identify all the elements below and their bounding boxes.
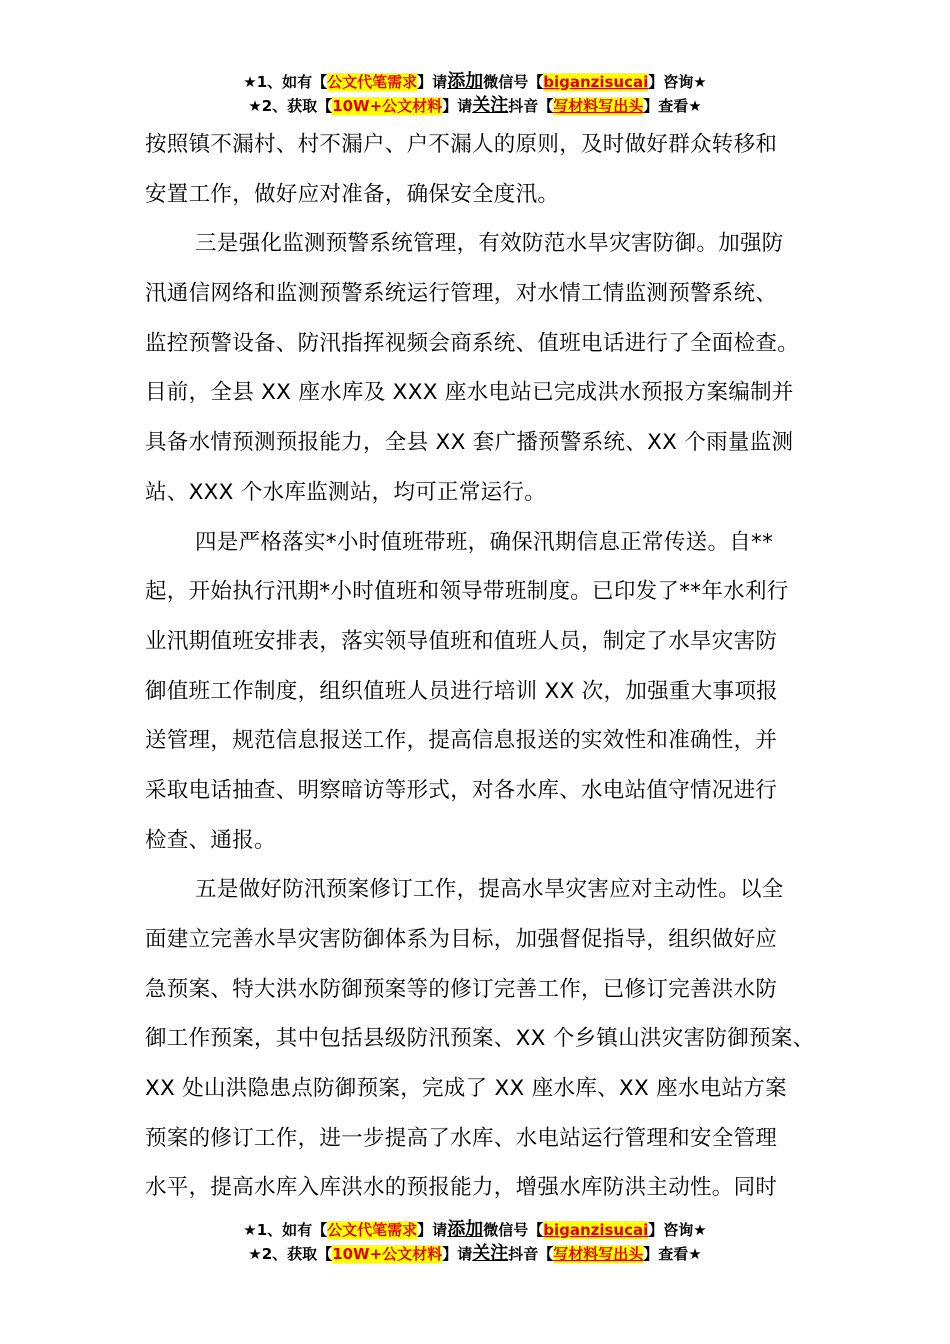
text-line: 三是强化监测预警系统管理，有效防范水旱灾害防御。加强防 <box>195 231 784 257</box>
banner-text: ★1、如有【 <box>243 73 328 91</box>
banner-text: 】请 <box>417 73 448 91</box>
text-line: 御值班工作制度，组织值班人员进行培训 XX 次，加强重大事项报 <box>145 678 778 704</box>
text-line: 御工作预案，其中包括县级防汛预案、XX 个乡镇山洪灾害防御预案、 <box>145 1026 815 1052</box>
banner-highlight: 公文代笔需求 <box>327 1221 418 1239</box>
banner-emphasis: 关注 <box>472 1243 509 1264</box>
text-line: 五是做好防汛预案修订工作，提高水旱灾害应对主动性。以全 <box>195 877 784 903</box>
text-line: 水平，提高水库入库洪水的预报能力，增强水库防洪主动性。同时 <box>145 1175 778 1201</box>
banner-text: 微信号【 <box>483 1221 544 1239</box>
banner-emphasis: 添加 <box>447 1219 484 1240</box>
banner-text: 】请 <box>417 1221 448 1239</box>
text-line: 急预案、特大洪水防御预案等的修订完善工作，已修订完善洪水防 <box>145 976 778 1002</box>
text-line: 面建立完善水旱灾害防御体系为目标，加强督促指导，组织做好应 <box>145 927 778 952</box>
banner-text: 】咨询★ <box>648 1221 707 1239</box>
banner-text: 】查看★ <box>643 97 702 115</box>
banner-text: 微信号【 <box>483 73 544 91</box>
text-line: 具备水情预测预报能力，全县 XX 套广播预警系统、XX 个雨量监测 <box>145 430 794 456</box>
text-line: 送管理，规范信息报送工作，提高信息报送的实效性和准确性，并 <box>145 728 778 754</box>
banner-line-1 <box>0 70 950 94</box>
text-line: 按照镇不漏村、村不漏户、户不漏人的原则，及时做好群众转移和 <box>145 132 778 157</box>
banner-emphasis: 添加 <box>447 71 484 92</box>
text-line: 检查、通报。 <box>145 827 276 853</box>
banner-highlight: 10W+公文材料 <box>332 97 443 115</box>
text-line: 业汛期值班安排表，落实领导值班和值班人员，制定了水旱灾害防 <box>145 628 778 654</box>
banner-line-2 <box>0 1242 950 1266</box>
douyin-id: 写材料写出头 <box>553 1245 644 1263</box>
banner-text: ★2、获取【 <box>248 97 333 115</box>
text-line: 起，开始执行汛期*小时值班和领导带班制度。已印发了**年水利行 <box>145 579 789 605</box>
text-line: 站、XXX 个水库监测站，均可正常运行。 <box>145 479 547 505</box>
banner-highlight: 公文代笔需求 <box>327 73 418 91</box>
douyin-id: 写材料写出头 <box>553 97 644 115</box>
footer-banner <box>0 1218 950 1266</box>
banner-text: 】请 <box>442 1245 473 1263</box>
banner-text: ★2、获取【 <box>248 1245 333 1263</box>
banner-text: 抖音【 <box>508 1245 554 1263</box>
wechat-id: biganzisucai <box>543 1221 649 1239</box>
banner-line-1 <box>0 1218 950 1242</box>
text-line: 监控预警设备、防汛指挥视频会商系统、值班电话进行了全面检查。 <box>145 330 800 356</box>
banner-text: 抖音【 <box>508 97 554 115</box>
banner-text: 】请 <box>442 97 473 115</box>
banner-text: 】查看★ <box>643 1245 702 1263</box>
banner-emphasis: 关注 <box>472 95 509 116</box>
text-line: 汛通信网络和监测预警系统运行管理，对水情工情监测预警系统、 <box>145 281 778 307</box>
text-line: 采取电话抽查、明察暗访等形式，对各水库、水电站值守情况进行 <box>145 777 778 803</box>
banner-highlight: 10W+公文材料 <box>332 1245 443 1263</box>
wechat-id: biganzisucai <box>543 73 649 91</box>
text-line: XX 处山洪隐患点防御预案，完成了 XX 座水库、XX 座水电站方案 <box>145 1076 787 1102</box>
banner-text: ★1、如有【 <box>243 1221 328 1239</box>
banner-text: 】咨询★ <box>648 73 707 91</box>
body-text <box>145 128 825 1221</box>
text-line: 安置工作，做好应对准备，确保安全度汛。 <box>145 181 560 207</box>
text-line: 预案的修订工作，进一步提高了水库、水电站运行管理和安全管理 <box>145 1125 778 1151</box>
banner-line-2 <box>0 94 950 118</box>
text-line: 目前，全县 XX 座水库及 XXX 座水电站已完成洪水预报方案编制并 <box>145 380 794 406</box>
text-line: 四是严格落实*小时值班带班，确保汛期信息正常传送。自** <box>195 529 774 555</box>
header-banner <box>0 70 950 118</box>
